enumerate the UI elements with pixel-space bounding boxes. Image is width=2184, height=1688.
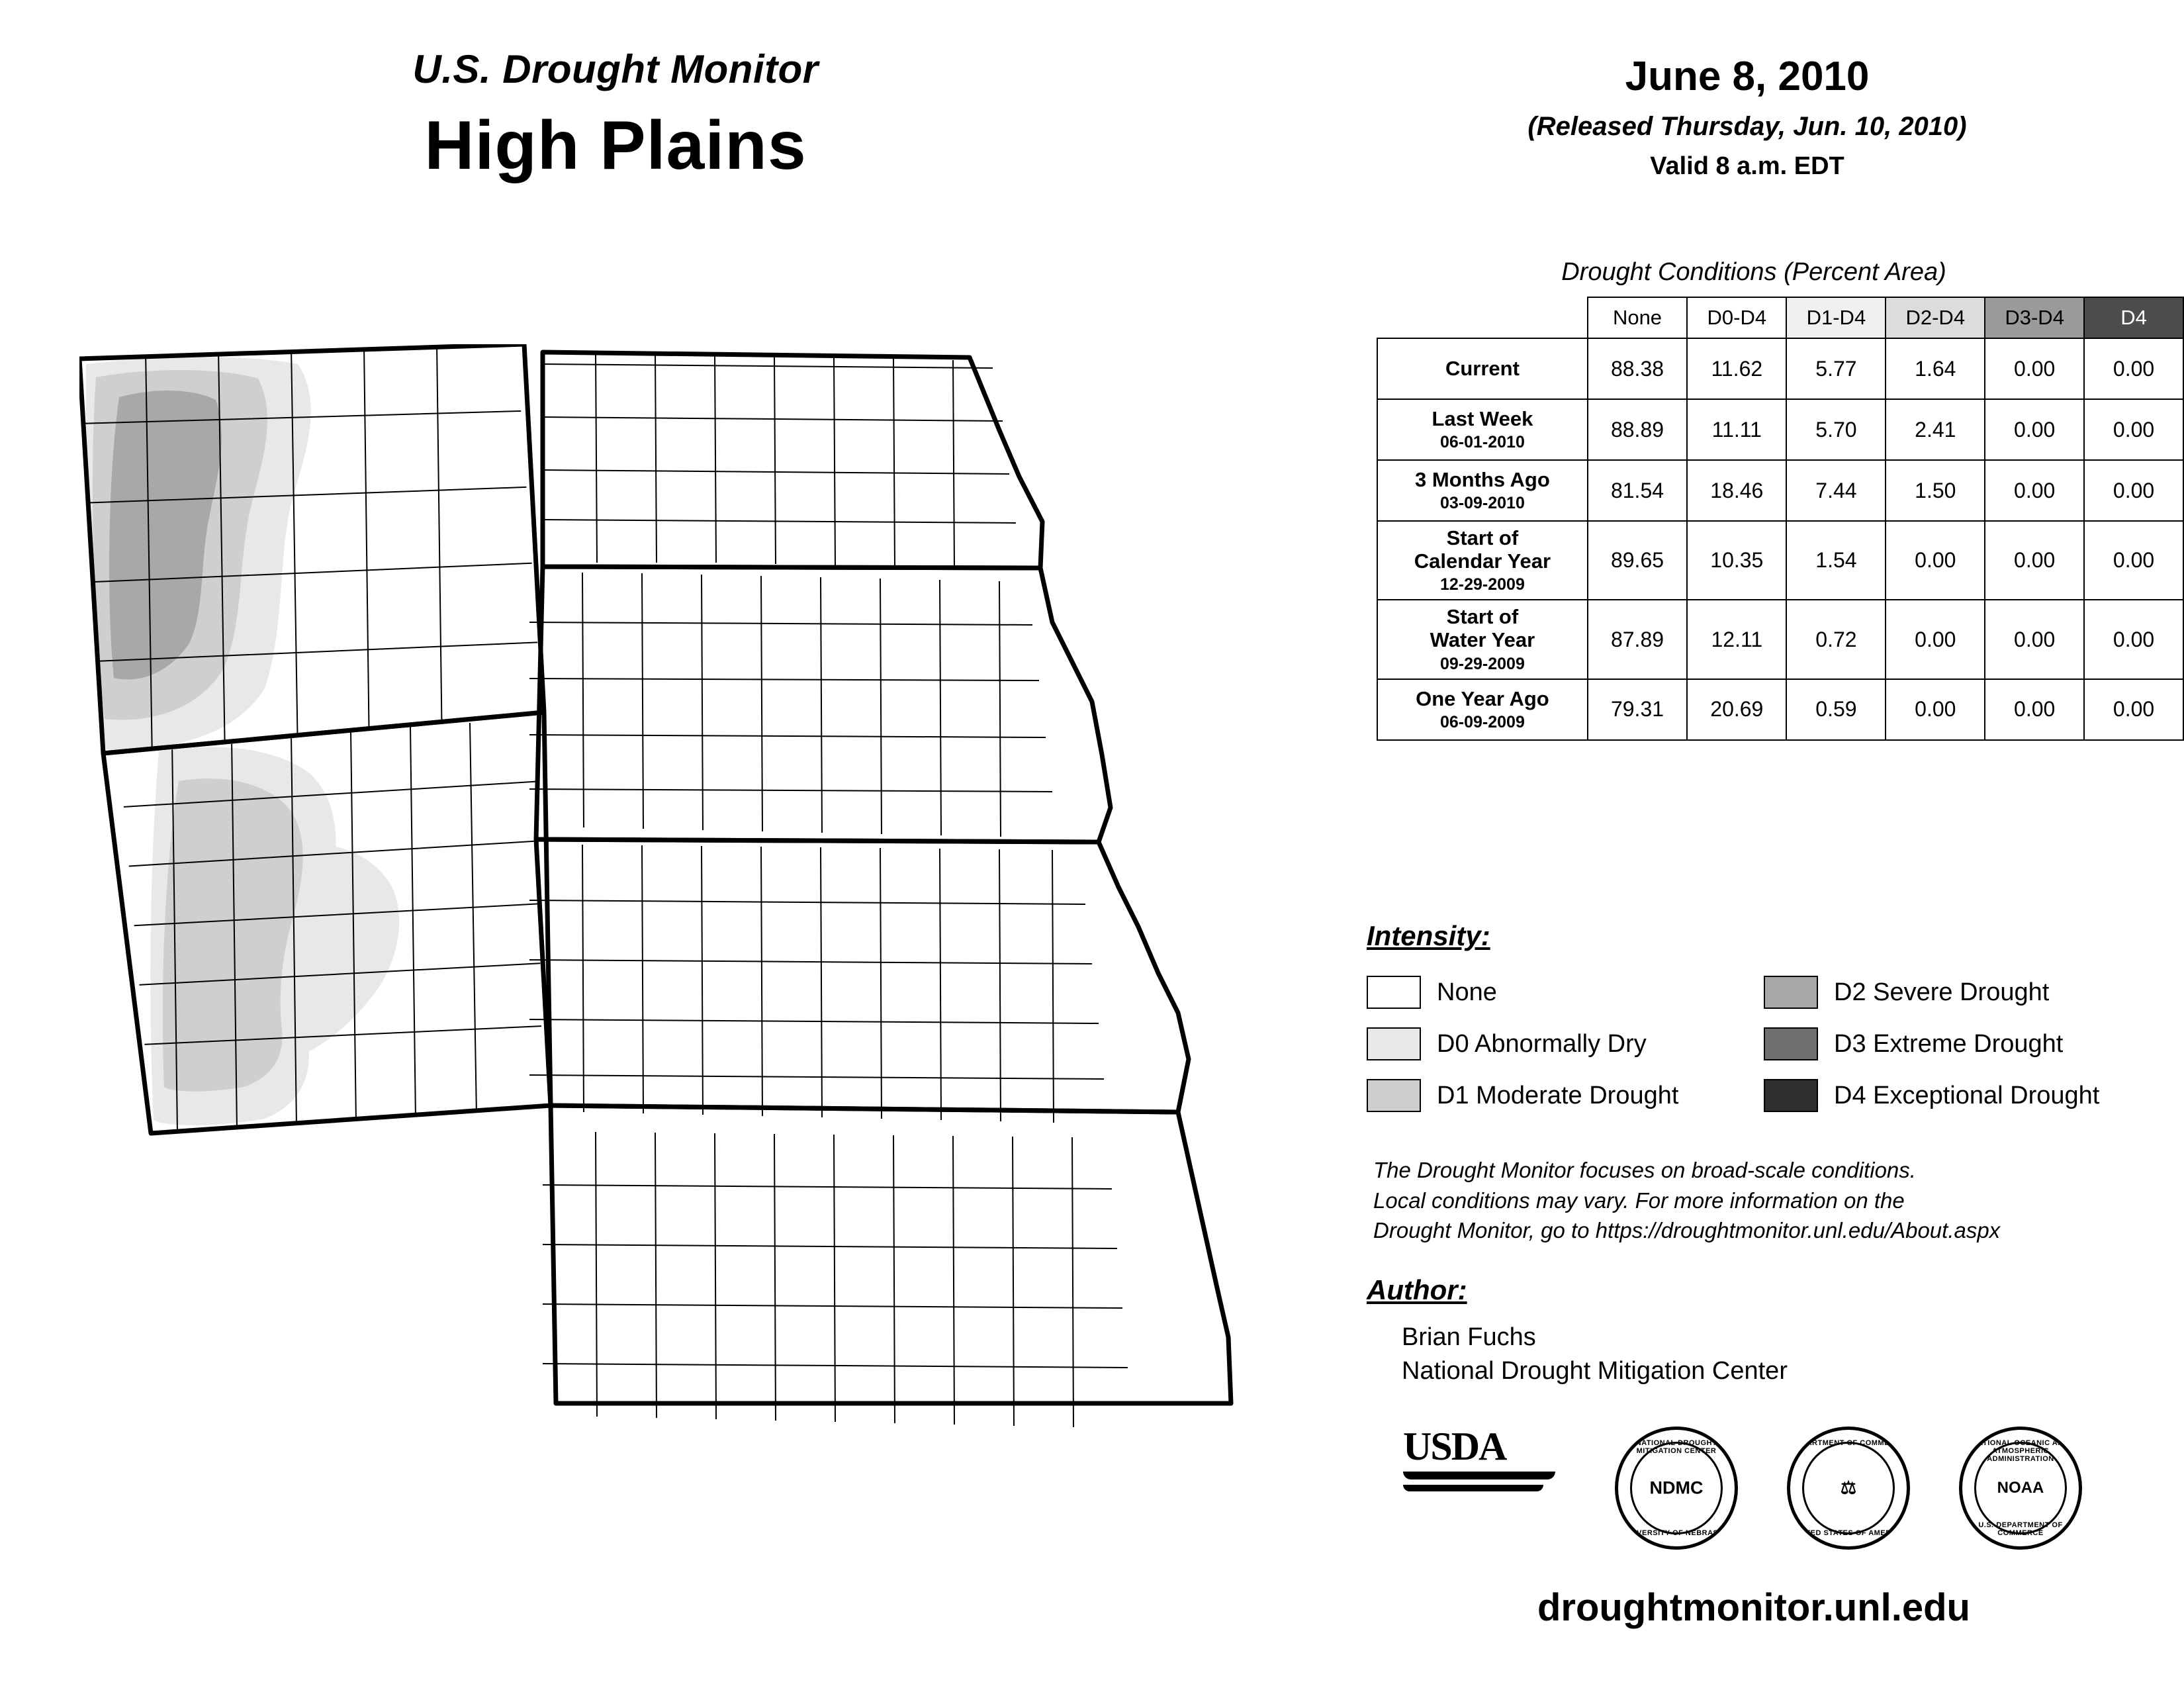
program-title: U.S. Drought Monitor xyxy=(412,47,819,91)
drought-conditions-table xyxy=(1377,297,2184,741)
swatch-none-icon xyxy=(1367,976,1421,1009)
cell-3months-d4: 0.00 xyxy=(2084,460,2183,521)
cell-current-d3d4: 0.00 xyxy=(1985,338,2084,399)
disclaimer-line-1: The Drought Monitor focuses on broad-scale conditions. xyxy=(1373,1158,1916,1182)
author-name: Brian Fuchs xyxy=(1402,1323,1536,1351)
column-header-d1d4: D1-D4 xyxy=(1786,297,1886,338)
noaa-ring-bottom-text: U.S. DEPARTMENT OF COMMERCE xyxy=(1978,1521,2063,1537)
cell-oneyear-d3d4: 0.00 xyxy=(1985,679,2084,740)
cell-oneyear-d1d4: 0.59 xyxy=(1786,679,1886,740)
map-date: June 8, 2010 xyxy=(1625,54,1870,99)
column-header-d2d4: D2-D4 xyxy=(1886,297,1985,338)
cell-oneyear-d4: 0.00 xyxy=(2084,679,2183,740)
cell-lastweek-none: 88.89 xyxy=(1588,399,1687,460)
legend-item-d1 xyxy=(1367,1070,1678,1121)
cell-oneyear-none: 79.31 xyxy=(1588,679,1687,740)
row-label-start-water-year: Start of Water Year 09-29-2009 xyxy=(1377,600,1588,679)
row-label-one-year-ago: One Year Ago 06-09-2009 xyxy=(1377,679,1588,740)
legend-label-d1: D1 Moderate Drought xyxy=(1437,1081,1679,1109)
noaa-seal-logo xyxy=(1959,1427,2082,1550)
legend-label-d3: D3 Extreme Drought xyxy=(1834,1029,2064,1058)
usda-wordmark: USDA xyxy=(1403,1425,1506,1468)
cell-wateryear-none: 87.89 xyxy=(1588,600,1687,679)
legend-label-d2: D2 Severe Drought xyxy=(1834,978,2050,1006)
cell-3months-none: 81.54 xyxy=(1588,460,1687,521)
column-header-d0d4: D0-D4 xyxy=(1687,297,1786,338)
cell-3months-d2d4: 1.50 xyxy=(1886,460,1985,521)
legend-label-d4: D4 Exceptional Drought xyxy=(1834,1081,2100,1109)
cell-calyear-d3d4: 0.00 xyxy=(1985,521,2084,600)
title-block xyxy=(218,46,1013,185)
noaa-wordmark: NOAA xyxy=(1997,1479,2044,1497)
cell-lastweek-d4: 0.00 xyxy=(2084,399,2183,460)
region-title: High Plains xyxy=(424,107,807,184)
cell-3months-d1d4: 7.44 xyxy=(1786,460,1886,521)
legend-column-right xyxy=(1764,966,2099,1121)
swatch-d4-icon xyxy=(1764,1079,1818,1112)
cell-wateryear-d0d4: 12.11 xyxy=(1687,600,1786,679)
cell-calyear-d4: 0.00 xyxy=(2084,521,2183,600)
doc-ring-top-text: DEPARTMENT OF COMMERCE xyxy=(1791,1439,1906,1447)
legend-item-d3 xyxy=(1764,1018,2099,1070)
table-row xyxy=(1377,338,2183,399)
usda-logo xyxy=(1403,1427,1555,1532)
swatch-d0-icon xyxy=(1367,1027,1421,1060)
cell-current-none: 88.38 xyxy=(1588,338,1687,399)
legend-item-d4 xyxy=(1764,1070,2099,1121)
row-label-current: Current xyxy=(1377,338,1588,399)
intensity-title: Intensity: xyxy=(1367,920,1490,951)
table-row xyxy=(1377,679,2183,740)
table-row xyxy=(1377,399,2183,460)
cell-current-d1d4: 5.77 xyxy=(1786,338,1886,399)
disclaimer-line-3: Drought Monitor, go to https://droughtmonitor.unl.edu/About.aspx xyxy=(1373,1218,2001,1243)
doc-seal-emblem-icon: ⚖ xyxy=(1840,1477,1857,1498)
cell-current-d4: 0.00 xyxy=(2084,338,2183,399)
usda-bar-top-icon xyxy=(1403,1472,1555,1479)
cell-current-d2d4: 1.64 xyxy=(1886,338,1985,399)
cell-lastweek-d2d4: 2.41 xyxy=(1886,399,1985,460)
drought-map xyxy=(79,344,1310,1483)
legend-label-d0: D0 Abnormally Dry xyxy=(1437,1029,1647,1058)
cell-lastweek-d0d4: 11.11 xyxy=(1687,399,1786,460)
table-row xyxy=(1377,460,2183,521)
legend-item-none xyxy=(1367,966,1678,1018)
legend-column-left xyxy=(1367,966,1678,1121)
table-row xyxy=(1377,600,2183,679)
cell-oneyear-d0d4: 20.69 xyxy=(1687,679,1786,740)
author-title: Author: xyxy=(1367,1274,1467,1305)
high-plains-map-svg xyxy=(79,344,1310,1483)
cell-lastweek-d3d4: 0.00 xyxy=(1985,399,2084,460)
disclaimer-line-2: Local conditions may vary. For more information on the xyxy=(1373,1188,1905,1213)
cell-3months-d3d4: 0.00 xyxy=(1985,460,2084,521)
state-kansas xyxy=(551,1105,1231,1403)
swatch-d1-icon xyxy=(1367,1079,1421,1112)
table-corner-cell xyxy=(1377,297,1588,338)
cell-current-d0d4: 11.62 xyxy=(1687,338,1786,399)
legend-item-d0 xyxy=(1367,1018,1678,1070)
website-url: droughtmonitor.unl.edu xyxy=(1537,1586,1970,1629)
row-label-last-week: Last Week 06-01-2010 xyxy=(1377,399,1588,460)
column-header-d3d4: D3-D4 xyxy=(1985,297,2084,338)
swatch-d2-icon xyxy=(1764,976,1818,1009)
cell-wateryear-d3d4: 0.00 xyxy=(1985,600,2084,679)
doc-ring-bottom-text: UNITED STATES OF AMERICA xyxy=(1792,1529,1905,1537)
author-block xyxy=(1402,1321,1788,1389)
disclaimer-text xyxy=(1373,1155,2154,1246)
state-nebraska xyxy=(536,839,1189,1112)
date-block xyxy=(1357,53,2138,181)
ndmc-wordmark: NDMC xyxy=(1649,1477,1704,1498)
cell-calyear-d2d4: 0.00 xyxy=(1886,521,1985,600)
valid-time: Valid 8 a.m. EDT xyxy=(1650,152,1844,180)
cell-calyear-d1d4: 1.54 xyxy=(1786,521,1886,600)
column-header-d4: D4 xyxy=(2084,297,2183,338)
cell-calyear-none: 89.65 xyxy=(1588,521,1687,600)
author-organization: National Drought Mitigation Center xyxy=(1402,1357,1788,1385)
table-row xyxy=(1377,521,2183,600)
ndmc-seal-logo xyxy=(1615,1427,1738,1550)
state-north-dakota xyxy=(543,352,1042,568)
cell-wateryear-d2d4: 0.00 xyxy=(1886,600,1985,679)
logo-row xyxy=(1390,1427,2131,1552)
row-label-3-months-ago: 3 Months Ago 03-09-2010 xyxy=(1377,460,1588,521)
noaa-ring-top-text: NATIONAL OCEANIC AND ATMOSPHERIC ADMINISTRATION xyxy=(1972,1439,2070,1463)
swatch-d3-icon xyxy=(1764,1027,1818,1060)
cell-wateryear-d1d4: 0.72 xyxy=(1786,600,1886,679)
column-header-none: None xyxy=(1588,297,1687,338)
state-south-dakota xyxy=(536,567,1111,842)
cell-calyear-d0d4: 10.35 xyxy=(1687,521,1786,600)
table-header-row xyxy=(1377,297,2183,338)
row-label-start-calendar-year: Start of Calendar Year 12-29-2009 xyxy=(1377,521,1588,600)
cell-oneyear-d2d4: 0.00 xyxy=(1886,679,1985,740)
ndmc-ring-top-text: NATIONAL DROUGHT MITIGATION CENTER xyxy=(1635,1439,1717,1455)
legend-label-none: None xyxy=(1437,978,1497,1006)
cell-3months-d0d4: 18.46 xyxy=(1687,460,1786,521)
legend-item-d2 xyxy=(1764,966,2099,1018)
usda-bar-bottom-icon xyxy=(1403,1485,1543,1491)
doc-seal-logo xyxy=(1787,1427,1910,1550)
cell-lastweek-d1d4: 5.70 xyxy=(1786,399,1886,460)
release-date: (Released Thursday, Jun. 10, 2010) xyxy=(1527,112,1967,141)
cell-wateryear-d4: 0.00 xyxy=(2084,600,2183,679)
ndmc-ring-bottom-text: UNIVERSITY OF NEBRASKA xyxy=(1623,1529,1730,1537)
table-caption: Drought Conditions (Percent Area) xyxy=(1561,258,1946,286)
